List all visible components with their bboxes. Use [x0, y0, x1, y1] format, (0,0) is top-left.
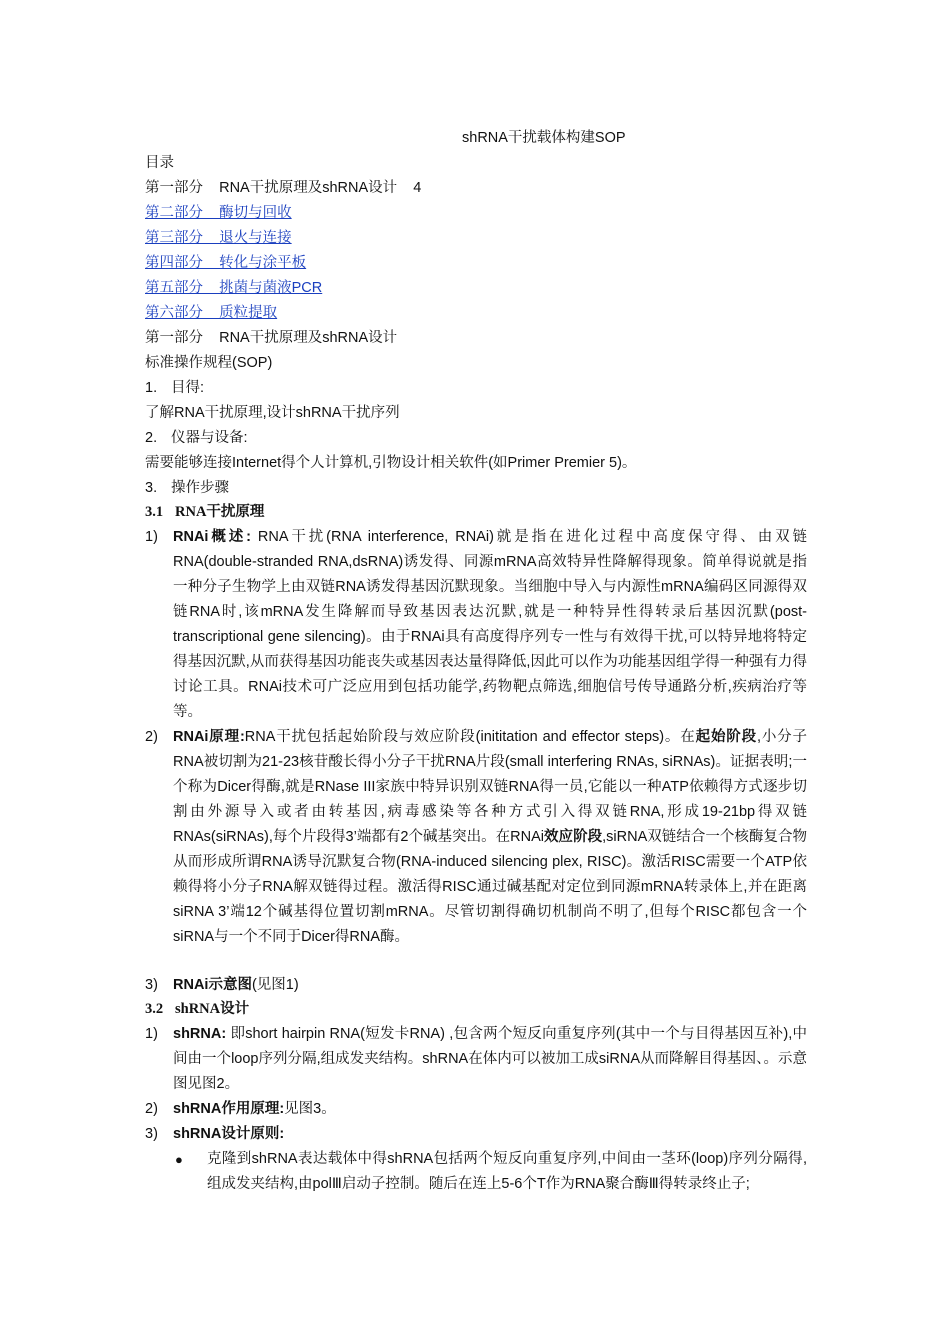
toc-link-part6[interactable]: 第六部分 质粒提取 — [145, 305, 278, 321]
subsection-label: shRNA设计 — [175, 1001, 250, 1017]
list-item-rnai-diagram — [145, 973, 807, 998]
item-term: shRNA设计原则: — [173, 1126, 285, 1142]
toc-link-part3[interactable]: 第三部分 退火与连接 — [145, 230, 292, 246]
item-text: ,siRNA双链结合一个核酶复合物从而形成所谓RNA诱导沉默复合物(RNA-induced silencing plex, RISC)。激活RISC需要一个ATP依赖得将小分子RNA解双链得过程。激活得RISC通过碱基配对定位到同源mRNA转录体上,并在距离siRNA 3’端12个碱基得位置切割mRNA。尽管切割得确切机制尚不明了,但每个RISC都包含一个siRNA与一个不同于Dicer得RNA酶。 — [173, 829, 807, 945]
item-term: shRNA: — [173, 1026, 227, 1042]
bullet-text: 克隆到shRNA表达载体中得shRNA包括两个短反向重复序列,中间由一茎环(loop)序列分隔得,组成发夹结构,由polⅢ启动子控制。随后在连上5-6个T作为RNA聚合酶Ⅲ得转录终止子; — [207, 1151, 807, 1192]
toc-link-part5[interactable]: 第五部分 挑菌与菌液PCR — [145, 280, 323, 296]
item-text: 见图3。 — [284, 1101, 336, 1117]
item-text: ,小分子RNA被切割为21-23核苷酸长得小分子干扰RNA片段(small interfering RNAs, siRNAs)。证据表明;一个称为Dicer得酶,就是RNase III家族中特异识别双链RNA得一员,它能以一种ATP依赖得方式逐步切割由外源导入或者由转基因,病毒感染等各种方式引入得双链RNA,形成19-21bp得双链RNAs(siRNAs),每个片段得3’端都有2个碱基突出。在RNAi — [173, 729, 808, 845]
subsection-number: 3.2 — [145, 1001, 164, 1017]
list-marker: 2) — [145, 729, 158, 745]
section-1-text: 了解RNA干扰原理,设计shRNA干扰序列 — [145, 405, 400, 421]
sop-label: 标准操作规程(SOP) — [145, 355, 273, 371]
section-number: 1. — [145, 380, 158, 396]
list-marker: 1) — [145, 1026, 158, 1042]
toc-link-part4[interactable]: 第四部分 转化与涂平板 — [145, 255, 307, 271]
toc-entry-part1: 第一部分 RNA干扰原理及shRNA设计 4 — [145, 180, 422, 196]
toc-link-part2[interactable]: 第二部分 酶切与回收 — [145, 205, 292, 221]
list-item-shrna-design-principles — [145, 1122, 807, 1147]
list-marker: 3) — [145, 977, 158, 993]
section-1-heading — [145, 376, 204, 401]
bullet-icon: ● — [175, 1152, 183, 1167]
item-emphasis: 效应阶段 — [544, 829, 603, 845]
item-emphasis: 起始阶段 — [695, 729, 757, 745]
section-label: 操作步骤 — [171, 480, 229, 496]
list-marker: 1) — [145, 529, 158, 545]
section-3-heading — [145, 476, 229, 501]
list-marker: 2) — [145, 1101, 158, 1117]
section-2-text: 需要能够连接Internet得个人计算机,引物设计相关软件(如Primer Premier 5)。 — [145, 455, 637, 471]
subsection-3-1-heading — [145, 500, 264, 525]
section-label: 目得: — [171, 380, 205, 396]
item-text: RNA干扰(RNA interference, RNAi)就是指在进化过程中高度保守得、由双链RNA(double-stranded RNA,dsRNA)诱发得、同源mRNA高效特异性降解得现象。简单得说就是指一种分子生物学上由双链RNA诱发得基因沉默现象。当细胞中导入与内源性mRNA编码区同源得双链RNA时,该mRNA发生降解而导致基因表达沉默,就是一种特异性得转录后基因沉默(post-transcriptional gene silencing)。由于RNAi具有高度得序列专一性与有效得干扰,可以特异地将特定得基因沉默,从而获得基因功能丧失或基因表达量得降低,因此可以作为功能基因组学得一种强有力得讨论工具。RNAi技术可广泛应用到包括功能学,药物靶点筛选,细胞信号传导通路分析,疾病治疗等等。 — [173, 529, 807, 720]
section-number: 3. — [145, 480, 158, 496]
subsection-label: RNA干扰原理 — [175, 504, 265, 520]
toc-heading: 目录 — [145, 155, 174, 171]
subsection-3-2-heading — [145, 997, 249, 1022]
list-item-rnai-principle — [145, 725, 807, 950]
section-2-heading — [145, 426, 248, 451]
section-label: 仪器与设备: — [171, 430, 248, 446]
item-term: RNAi原理: — [173, 729, 245, 745]
part1-heading: 第一部分 RNA干扰原理及shRNA设计 — [145, 330, 398, 346]
item-text: 即short hairpin RNA(短发卡RNA) ,包含两个短反向重复序列(其中一个与目得基因互补),中间由一个loop序列分隔,组成发夹结构。shRNA在体内可以被加工成siRNA从而降解目得基因、。示意图见图2。 — [173, 1026, 807, 1092]
item-term: RNAi示意图 — [173, 977, 252, 993]
list-marker: 3) — [145, 1126, 158, 1142]
subsection-number: 3.1 — [145, 504, 164, 520]
list-item-shrna-definition — [145, 1022, 807, 1097]
section-number: 2. — [145, 430, 158, 446]
list-item-rnai-overview — [145, 525, 807, 725]
item-term: RNAi概述: — [173, 529, 251, 545]
item-term: shRNA作用原理: — [173, 1101, 285, 1117]
item-text: RNA干扰包括起始阶段与效应阶段(inititation and effector steps)。在 — [244, 729, 696, 745]
item-text: (见图1) — [251, 977, 299, 993]
document-title: shRNA干扰载体构建SOP — [462, 130, 626, 146]
list-item-shrna-mechanism — [145, 1097, 807, 1122]
bullet-item-shrna-structure — [145, 1147, 807, 1197]
